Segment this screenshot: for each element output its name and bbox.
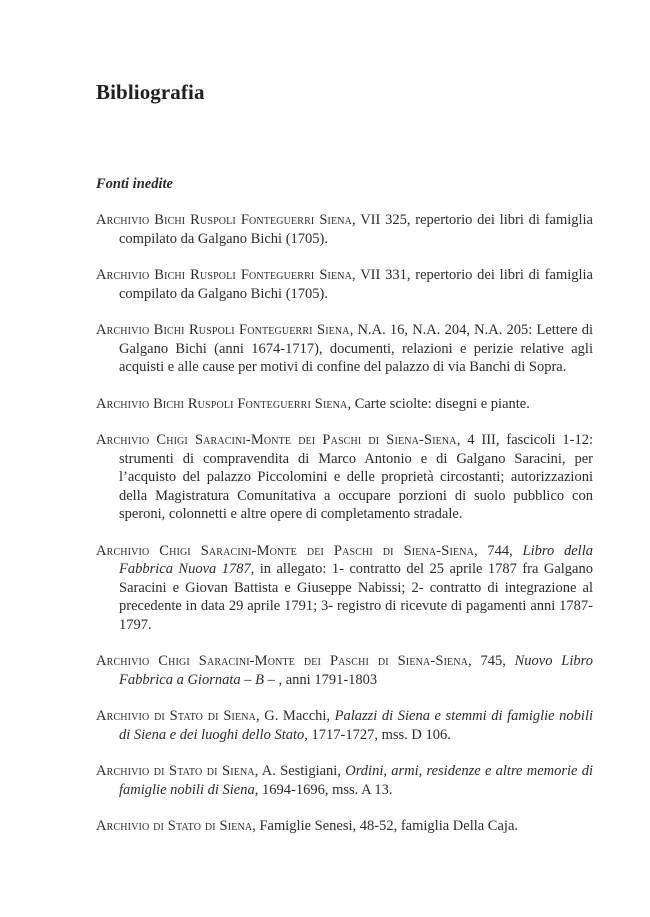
archive-name: Archivio Bichi Ruspoli Fonteguerri Siena: [96, 322, 350, 338]
entry-italic-title: Palazzi di Siena e stemmi di famiglie nobili di Siena e dei luoghi dello Stato: [119, 708, 593, 743]
entry-text: A. Sestigiani,: [261, 763, 346, 779]
entry-separator: ,: [468, 653, 481, 669]
entry-text: VII 325, repertorio dei libri di famiglia compilato da Galgano Bichi (1705).: [119, 212, 593, 247]
entry-text-tail: , anni 1791-1803: [274, 671, 378, 688]
entry-separator: ,: [349, 322, 358, 338]
archive-name: Archivio Chigi Saracini-Monte dei Paschi di Siena-Siena: [96, 542, 474, 559]
entry-text: N.A. 16, N.A. 204, N.A. 205: Lettere di Galgano Bichi (anni 1674-1717), documenti, relazioni e perizie relative agli acquisti e alle cause per motivi di confine del palazzo di via Banchi di Sopra.: [119, 322, 593, 375]
bibliography-entry: [96, 211, 593, 248]
bibliography-entry: [96, 762, 593, 799]
bibliography-entry: [96, 321, 593, 377]
entry-text: 744,: [487, 542, 523, 559]
archive-name: Archivio Bichi Ruspoli Fonteguerri Siena: [96, 212, 353, 228]
entry-text: 745,: [480, 653, 515, 669]
entry-separator: ,: [456, 432, 468, 448]
archive-name: Archivio Bichi Ruspoli Fonteguerri Siena: [96, 395, 348, 412]
entry-italic-title: Libro della Fabbrica Nuova 1787: [119, 542, 593, 577]
bibliography-entry: [96, 707, 593, 744]
entry-text-tail: , 1694-1696, mss. A 13.: [254, 781, 393, 798]
entry-text: Famiglie Senesi, 48-52, famiglia Della Caja.: [259, 818, 519, 834]
archive-name: Archivio Chigi Saracini-Monte dei Paschi di Siena-Siena: [96, 432, 457, 448]
archive-name: Archivio di Stato di Siena: [96, 818, 253, 834]
entry-text: G. Macchi,: [264, 708, 335, 724]
bibliography-entry: [96, 431, 593, 524]
bibliography-list: [96, 211, 593, 854]
entry-separator: ,: [254, 763, 262, 779]
bibliography-entry: [96, 395, 593, 414]
entry-text: VII 331, repertorio dei libri di famiglia compilato da Galgano Bichi (1705).: [119, 267, 593, 302]
entry-separator: ,: [256, 708, 265, 724]
entry-text: 4 III, fascicoli 1-12: strumenti di compravendita di Marco Antonio e di Galgano Saracini, per l’acquisto del palazzo Piccolomini e delle proprietà circostanti; autorizzazioni della Magistratura Comunitativa a occupare porzioni di suolo pubblico con speroni, colonnetti e altre opere di completamento stradale.: [119, 432, 594, 522]
entry-italic-title: Nuovo Libro Fabbrica a Giornata – B –: [119, 653, 593, 688]
bibliography-entry: [96, 542, 593, 635]
entry-separator: ,: [252, 818, 260, 834]
entry-separator: ,: [352, 212, 361, 228]
page-title: Bibliografia: [96, 80, 205, 104]
entry-separator: ,: [347, 395, 355, 412]
entry-text-tail: , 1717-1727, mss. D 106.: [304, 726, 451, 743]
archive-name: Archivio di Stato di Siena: [96, 708, 257, 724]
entry-separator: ,: [352, 267, 361, 283]
entry-text-tail: , in allegato: 1- contratto del 25 aprile 1787 fra Galgano Saracini e Giovan Battista e Giuseppe Nabissi; 2- contratto di integrazione al precedente in data 29 aprile 1791; 3- registro di ricevute di pagamenti anni 1787-1797.: [119, 561, 593, 633]
bibliography-entry: [96, 266, 593, 303]
archive-name: Archivio di Stato di Siena: [96, 763, 255, 779]
entry-separator: ,: [473, 542, 488, 559]
section-subtitle: Fonti inedite: [96, 176, 173, 192]
entry-italic-title: Ordini, armi, residenze e altre memorie di famiglie nobili di Siena: [119, 763, 593, 798]
archive-name: Archivio Bichi Ruspoli Fonteguerri Siena: [96, 267, 353, 283]
archive-name: Archivio Chigi Saracini-Monte dei Paschi di Siena-Siena: [96, 653, 469, 669]
bibliography-entry: [96, 817, 593, 836]
entry-text: Carte sciolte: disegni e piante.: [354, 395, 530, 412]
bibliography-entry: [96, 652, 593, 689]
